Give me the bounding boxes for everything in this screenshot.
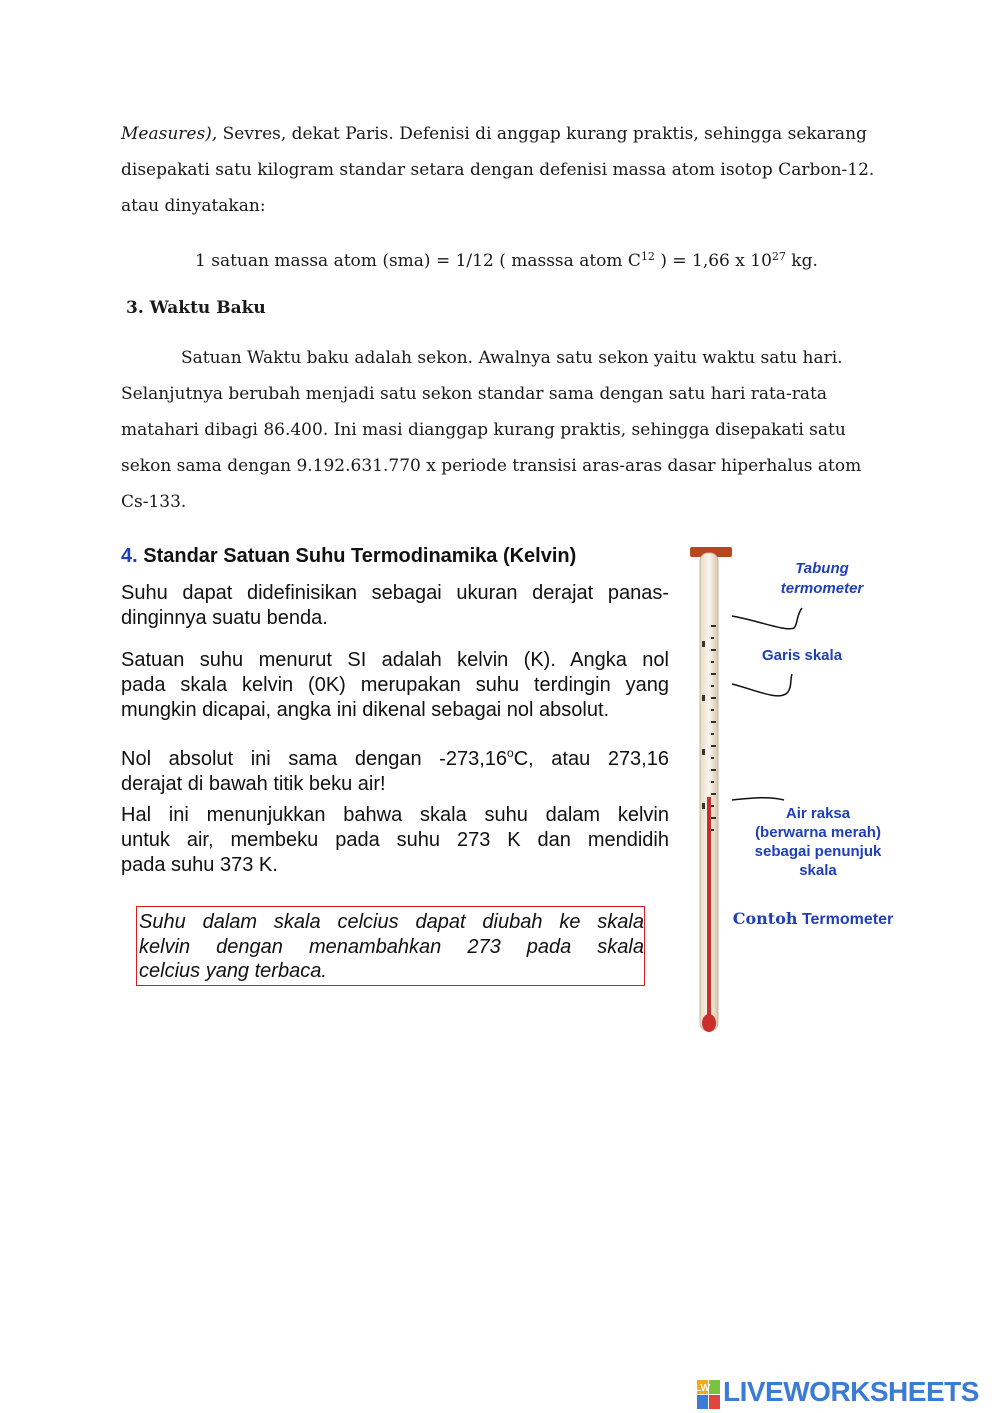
block2-line-3: mungkin dicapai, angka ini dikenal sebagai nol absolut. — [121, 699, 610, 721]
label-garis-skala: Garis skala — [761, 647, 843, 664]
callout-line-1: Suhu dalam skala celcius dapat diubah ke skala — [139, 911, 644, 933]
para2-line-5: Cs-133. — [121, 492, 187, 512]
mercury-column — [707, 797, 711, 1027]
block1-line-1: Suhu dapat didefinisikan sebagai ukuran derajat panas- — [121, 582, 669, 604]
waktu-baku-paragraph — [121, 340, 881, 520]
satuan-suhu-si — [121, 648, 669, 723]
logo-text: LIVEWORKSHEETS — [723, 1376, 979, 1407]
sma-formula: 1 satuan massa atom (sma) = 1/12 ( masssa atom $C^{12}$ ) = 1,66 x $10^{27}$ kg. — [195, 250, 818, 271]
block2-line-2: pada skala kelvin (0K) merupakan suhu terdingin yang — [121, 674, 669, 696]
celcius-callout-box — [136, 906, 645, 986]
kelvin-water — [121, 803, 669, 878]
block3-line-2: derajat di bawah titik beku air! — [121, 773, 386, 795]
block4-line-1: Hal ini menunjukkan bahwa skala suhu dalam kelvin — [121, 804, 669, 826]
para2-line-2: Selanjutnya berubah menjadi satu sekon standar sama dengan satu hari rata-rata — [121, 384, 827, 404]
label-air-raksa: Air raksa (berwarna merah) sebagai penunjuk skala — [754, 805, 882, 879]
callout-line-3: celcius yang terbaca. — [139, 960, 327, 982]
section-3-heading: 3. Waktu Baku — [126, 298, 266, 318]
intro-paragraph — [121, 116, 881, 224]
block4-line-3: pada suhu 373 K. — [121, 854, 278, 876]
nol-absolut — [121, 741, 669, 797]
block2-line-1: Satuan suhu menurut SI adalah kelvin (K). Angka nol — [121, 649, 669, 671]
para1-line-1: Measures), Sevres, dekat Paris. Defenisi di anggap kurang praktis, sehingga sekarang — [121, 124, 867, 144]
logo-badge-icon — [697, 1380, 721, 1410]
mercury-bulb — [702, 1014, 716, 1032]
section-4-heading: 4. Standar Satuan Suhu Termodinamika (Kelvin) — [121, 545, 577, 567]
block3-line-1: Nol absolut ini sama dengan -273,16$^o$C, atau 273,16 — [121, 746, 669, 770]
callout-line-2: kelvin dengan menambahkan 273 pada skala — [139, 935, 644, 958]
svg-text:LW: LW — [695, 1383, 710, 1394]
para2-line-4: sekon sama dengan 9.192.631.770 x periode transisi aras-aras dasar hiperhalus atom — [121, 456, 862, 476]
figure-caption: Contoh Termometer — [732, 909, 894, 928]
label-tabung-termometer: Tabung termometer — [780, 560, 864, 597]
para2-line-1: Satuan Waktu baku adalah sekon. Awalnya satu sekon yaitu waktu satu hari. — [181, 348, 843, 368]
label-pointer-lines — [726, 580, 806, 810]
block1-line-2: dinginnya suatu benda. — [121, 607, 328, 629]
block4-line-2: untuk air, membeku pada suhu 273 K dan mendidih — [121, 829, 669, 851]
para1-line-3: atau dinyatakan: — [121, 196, 266, 216]
para2-line-3: matahari dibagi 86.400. Ini masi dianggap kurang praktis, sehingga disepakati satu — [121, 420, 846, 440]
suhu-definition — [121, 581, 669, 631]
para1-line-2: disepakati satu kilogram standar setara dengan defenisi massa atom isotop Carbon-12. — [121, 160, 875, 180]
